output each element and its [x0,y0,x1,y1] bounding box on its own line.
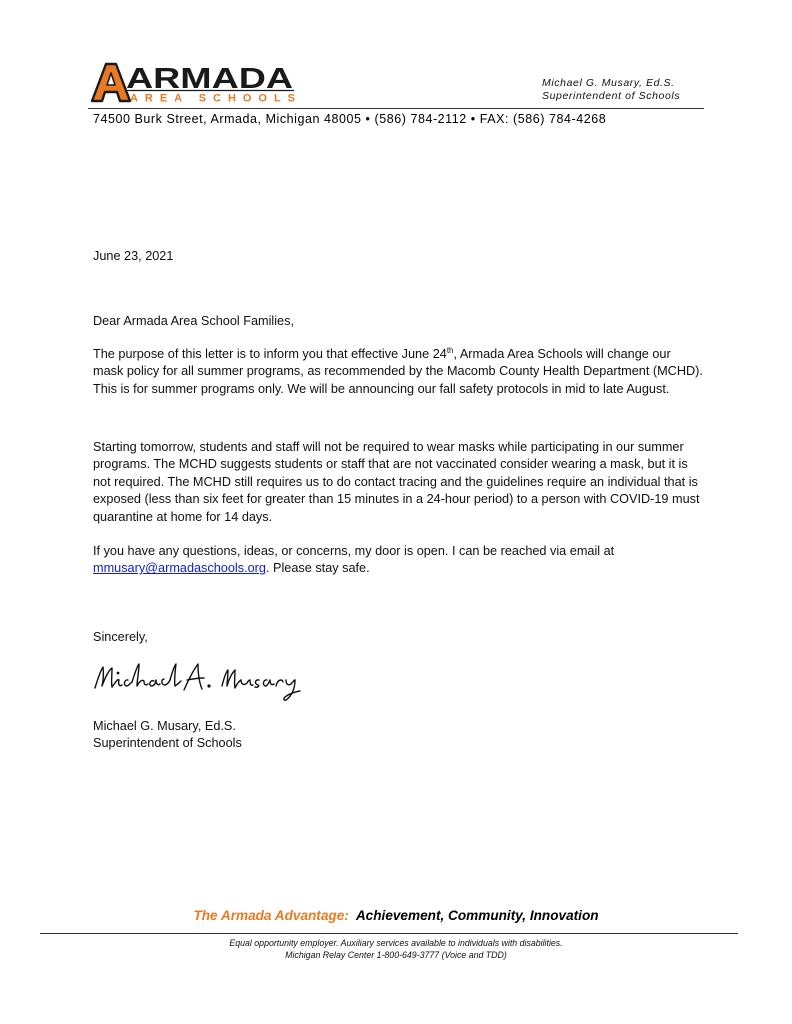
signature-graphic [92,658,307,703]
paragraph-3 [93,543,703,578]
logo-sub-text: AREA SCHOOLS [130,92,295,105]
p1-superscript: th [446,346,454,355]
header-superintendent-title: Superintendent of Schools [542,90,681,102]
signer-title: Superintendent of Schools [93,736,242,751]
footer-line-2: Michigan Relay Center 1-800-649-3777 (Voice and TDD) [285,950,507,961]
letter-date: June 23, 2021 [93,249,174,263]
p3-after: . Please stay safe. [265,561,370,576]
logo-main-text: ARMADA [126,63,294,95]
paragraph-1 [93,346,703,398]
motto-values: Achievement, Community, Innovation [355,908,599,923]
signer-block [93,718,703,753]
email-link[interactable]: mmusary@armadaschools.org [93,561,266,576]
footer-line-1: Equal opportunity employer. Auxiliary services available to individuals with disabilities. [229,938,563,948]
p1-before: The purpose of this letter is to inform you that effective June 24 [93,347,447,361]
p3-before: If you have any questions, ideas, or concerns, my door is open. I can be reached via email at [93,544,615,558]
motto [0,908,792,923]
p2-text: Starting tomorrow, students and staff will not be required to wear masks while participating in our summer programs. The MCHD suggests students or staff that are not vaccinated consider wearing a mask, but it is not required. The MCHD still requires us to do contact tracing and the guidelines require an individual that is exposed (less than six feet for greater than 15 minutes in a 24-hour period) to a person with COVID-19 must quarantine at home for 14 days. [93,440,700,524]
signer-name: Michael G. Musary, Ed.S. [93,719,236,733]
armada-logo-graphic [92,62,302,106]
header-superintendent-name: Michael G. Musary, Ed.S. [542,77,675,89]
footer-divider [40,933,738,934]
motto-label: The Armada Advantage: [193,908,349,923]
superintendent-header [542,77,680,103]
armada-logo [92,62,302,106]
paragraph-2 [93,439,703,526]
p1-after: , Armada Area Schools will change our mask policy for all summer programs, as recommended by the Macomb County Health Department (MCHD). This is for summer programs only. We will be announcing our fall safety protocols in mid to late August. [93,347,703,396]
address-line: 74500 Burk Street, Armada, Michigan 48005 • (586) 784-2112 • FAX: (586) 784-4268 [93,112,607,126]
closing: Sincerely, [93,630,148,644]
signature [92,658,307,703]
salutation: Dear Armada Area School Families, [93,314,294,328]
footer-notice [0,937,792,962]
header-divider [88,108,704,109]
